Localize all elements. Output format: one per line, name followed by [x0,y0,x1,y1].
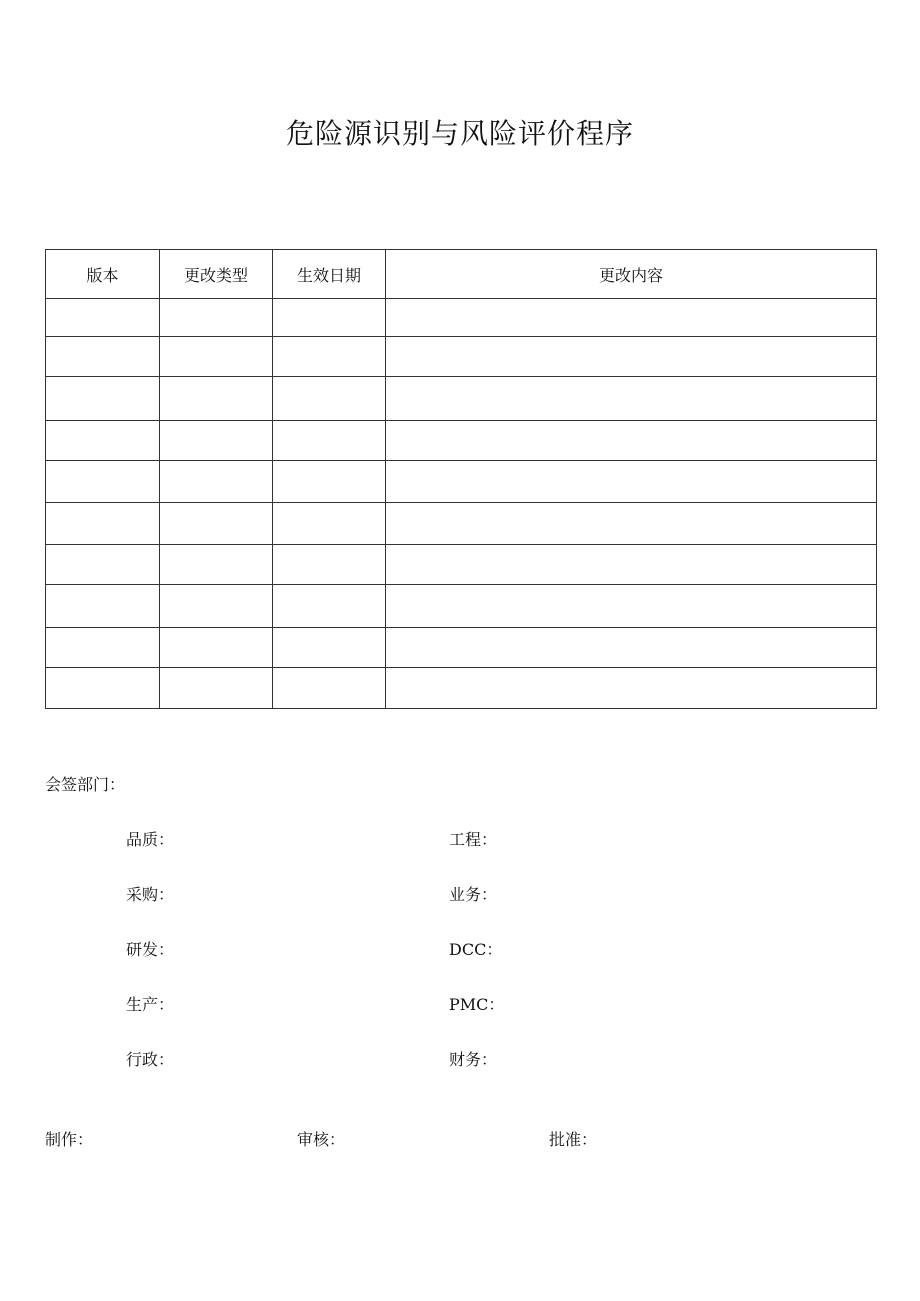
table-cell[interactable] [160,461,273,503]
table-cell[interactable] [273,461,386,503]
table-cell[interactable] [386,503,877,545]
table-cell[interactable] [160,299,273,337]
countersign-business: 业务： [449,885,498,904]
countersign-finance: 财务： [449,1050,498,1069]
table-cell[interactable] [386,421,877,461]
table-cell[interactable] [273,585,386,628]
countersign-dcc: DCC： [449,940,503,959]
countersign-heading: 会签部门： [45,775,126,794]
table-cell[interactable] [386,461,877,503]
table-cell[interactable] [46,337,160,377]
table-cell[interactable] [273,377,386,421]
header-effective-date: 生效日期 [273,250,386,299]
table-row [46,585,877,628]
table-cell[interactable] [273,503,386,545]
header-change-content: 更改内容 [386,250,877,299]
table-row [46,668,877,709]
table-row [46,421,877,461]
table-cell[interactable] [46,628,160,668]
table-row [46,545,877,585]
table-header-row [46,250,877,299]
table-row [46,377,877,421]
table-cell[interactable] [160,585,273,628]
table-row [46,628,877,668]
table-cell[interactable] [160,628,273,668]
table-cell[interactable] [46,299,160,337]
countersign-production: 生产： [126,995,175,1014]
header-change-type: 更改类型 [160,250,273,299]
signoff-prepared: 制作： [45,1130,94,1149]
signoff-reviewed: 审核： [297,1130,346,1149]
table-cell[interactable] [273,337,386,377]
signoff-approved: 批准： [549,1130,598,1149]
countersign-engineering: 工程： [449,830,498,849]
table-row [46,299,877,337]
table-cell[interactable] [386,545,877,585]
table-cell[interactable] [386,377,877,421]
table-row [46,461,877,503]
document-title: 危险源识别与风险评价程序 [285,117,634,150]
table-cell[interactable] [160,503,273,545]
countersign-quality: 品质： [126,830,175,849]
countersign-rnd: 研发： [126,940,175,959]
table-row [46,337,877,377]
table-cell[interactable] [386,628,877,668]
table-cell[interactable] [46,421,160,461]
table-cell[interactable] [273,668,386,709]
table-cell[interactable] [160,377,273,421]
table-cell[interactable] [386,299,877,337]
table-cell[interactable] [46,585,160,628]
table-row [46,503,877,545]
table-cell[interactable] [46,503,160,545]
table-cell[interactable] [160,421,273,461]
table-cell[interactable] [46,461,160,503]
table-cell[interactable] [160,668,273,709]
table-cell[interactable] [273,299,386,337]
table-cell[interactable] [273,421,386,461]
table-cell[interactable] [160,545,273,585]
table-cell[interactable] [160,337,273,377]
table-cell[interactable] [46,545,160,585]
table-cell[interactable] [386,668,877,709]
header-version: 版本 [46,250,160,299]
revision-table [45,249,877,709]
table-cell[interactable] [273,628,386,668]
countersign-pmc: PMC： [449,995,505,1014]
table-cell[interactable] [386,337,877,377]
table-cell[interactable] [46,377,160,421]
table-cell[interactable] [386,585,877,628]
table-cell[interactable] [46,668,160,709]
table-cell[interactable] [273,545,386,585]
countersign-purchasing: 采购： [126,885,175,904]
countersign-admin: 行政： [126,1050,175,1069]
